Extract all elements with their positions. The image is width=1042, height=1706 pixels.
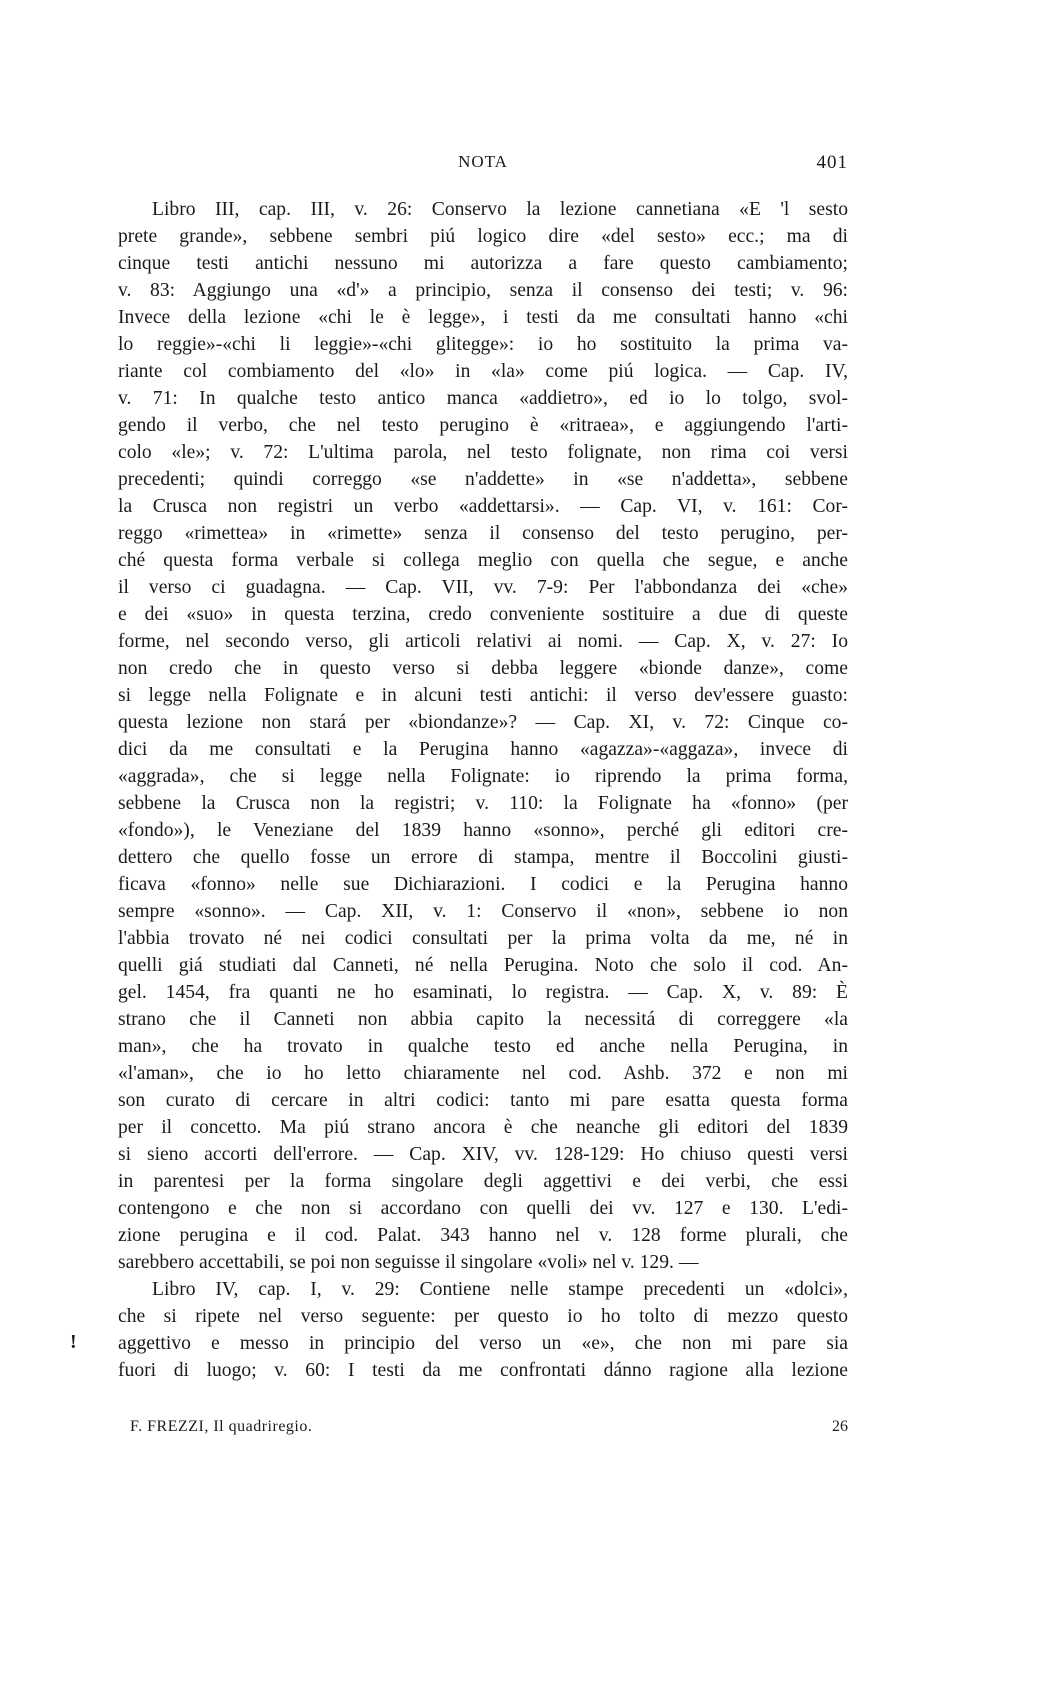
text-line: sempre «sonno». — Cap. XII, v. 1: Conservo il «non», sebbene io non xyxy=(118,901,848,922)
text-line: «fondo»), le Veneziane del 1839 hanno «sonno», perché gli editori cre- xyxy=(118,820,848,841)
text-line: Invece della lezione «chi le è legge», i testi da me consultati hanno «chi xyxy=(118,307,848,328)
margin-mark: ! xyxy=(70,1331,77,1353)
text-line: «aggrada», che si legge nella Folignate: io riprendo la prima forma, xyxy=(118,766,848,787)
text-line: quelli giá studiati dal Canneti, né nella Perugina. Noto che solo il cod. An- xyxy=(118,955,848,976)
text-line: reggo «rimettea» in «rimette» senza il consenso del testo perugino, per- xyxy=(118,523,848,544)
text-line: ché questa forma verbale si collega meglio con quella che segue, e anche xyxy=(118,550,848,571)
text-line: questa lezione non stará per «biondanze»? — Cap. XI, v. 72: Cinque co- xyxy=(118,712,848,733)
text-line: colo «le»; v. 72: L'ultima parola, nel testo folignate, non rima coi versi xyxy=(118,442,848,463)
text-line: man», che ha trovato in qualche testo ed anche nella Perugina, in xyxy=(118,1036,848,1057)
text-line: «l'aman», che io ho letto chiaramente nel cod. Ashb. 372 e non mi xyxy=(118,1063,848,1084)
text-line: son curato di cercare in altri codici: tanto mi pare esatta questa forma xyxy=(118,1090,848,1111)
text-line: dettero che quello fosse un errore di stampa, mentre il Boccolini giusti- xyxy=(118,847,848,868)
text-line: la Crusca non registri un verbo «addettarsi». — Cap. VI, v. 161: Cor- xyxy=(118,496,848,517)
text-line: si legge nella Folignate e in alcuni testi antichi: il verso dev'essere guasto: xyxy=(118,685,848,706)
text-line: per il concetto. Ma piú strano ancora è che neanche gli editori del 1839 xyxy=(118,1117,848,1138)
text-line: gel. 1454, fra quanti ne ho esaminati, lo registra. — Cap. X, v. 89: È xyxy=(118,982,848,1003)
text-line: zione perugina e il cod. Palat. 343 hanno nel v. 128 forme plurali, che xyxy=(118,1225,848,1246)
text-line: precedenti; quindi correggo «se n'addette» in «se n'addetta», sebbene xyxy=(118,469,848,490)
text-line: v. 83: Aggiungo una «d'» a principio, senza il consenso dei testi; v. 96: xyxy=(118,280,848,301)
text-line: non credo che in questo verso si debba leggere «bionde danze», come xyxy=(118,658,848,679)
text-line: forme, nel secondo verso, gli articoli relativi ai nomi. — Cap. X, v. 27: Io xyxy=(118,631,848,652)
text-line: strano che il Canneti non abbia capito la necessitá di correggere «la xyxy=(118,1009,848,1030)
text-line: fuori di luogo; v. 60: I testi da me confrontati dánno ragione alla lezione xyxy=(118,1360,848,1381)
text-line: contengono e che non si accordano con quelli dei vv. 127 e 130. L'edi- xyxy=(118,1198,848,1219)
text-line: che si ripete nel verso seguente: per questo io ho tolto di mezzo questo xyxy=(118,1306,848,1327)
running-title: NOTA xyxy=(458,152,508,171)
text-line: ficava «fonno» nelle sue Dichiarazioni. I codici e la Perugina hanno xyxy=(118,874,848,895)
text-line: cinque testi antichi nessuno mi autorizza a fare questo cambiamento; xyxy=(118,253,848,274)
text-line: gendo il verbo, che nel testo perugino è «ritraea», e aggiungendo l'arti- xyxy=(118,415,848,436)
text-line: l'abbia trovato né nei codici consultati per la prima volta da me, né in xyxy=(118,928,848,949)
text-line: si sieno accorti dell'errore. — Cap. XIV, vv. 128-129: Ho chiuso questi versi xyxy=(118,1144,848,1165)
text-line: in parentesi per la forma singolare degli aggettivi e dei verbi, che essi xyxy=(118,1171,848,1192)
page-number: 401 xyxy=(816,152,848,173)
footer-sheet-number: 26 xyxy=(832,1418,848,1435)
text-line: il verso ci guadagna. — Cap. VII, vv. 7-9: Per l'abbondanza dei «che» xyxy=(118,577,848,598)
running-head xyxy=(118,152,848,178)
text-line: sebbene la Crusca non la registri; v. 110: la Folignate ha «fonno» (per xyxy=(118,793,848,814)
text-line: riante col combiamento del «lo» in «la» come piú logica. — Cap. IV, xyxy=(118,361,848,382)
text-line: prete grande», sebbene sembri piú logico dire «del sesto» ecc.; ma di xyxy=(118,226,848,247)
page-footer xyxy=(118,1418,848,1442)
text-line: sarebbero accettabili, se poi non seguisse il singolare «voli» nel v. 129. — xyxy=(118,1252,699,1273)
text-line: dici da me consultati e la Perugina hanno «agazza»-«aggaza», invece di xyxy=(118,739,848,760)
text-line: Libro III, cap. III, v. 26: Conservo la lezione cannetiana «E 'l sesto xyxy=(152,199,848,220)
text-line: Libro IV, cap. I, v. 29: Contiene nelle stampe precedenti un «dolci», xyxy=(152,1279,848,1300)
footer-signature: F. FREZZI, Il quadriregio. xyxy=(130,1418,313,1435)
text-line: e dei «suo» in questa terzina, credo conveniente sostituire a due di queste xyxy=(118,604,848,625)
text-line: aggettivo e messo in principio del verso un «e», che non mi pare sia xyxy=(118,1333,848,1354)
text-line: v. 71: In qualche testo antico manca «addietro», ed io lo tolgo, svol- xyxy=(118,388,848,409)
body-text xyxy=(118,196,848,1384)
text-line: lo reggie»-«chi li leggie»-«chi glitegge»: io ho sostituito la prima va- xyxy=(118,334,848,355)
